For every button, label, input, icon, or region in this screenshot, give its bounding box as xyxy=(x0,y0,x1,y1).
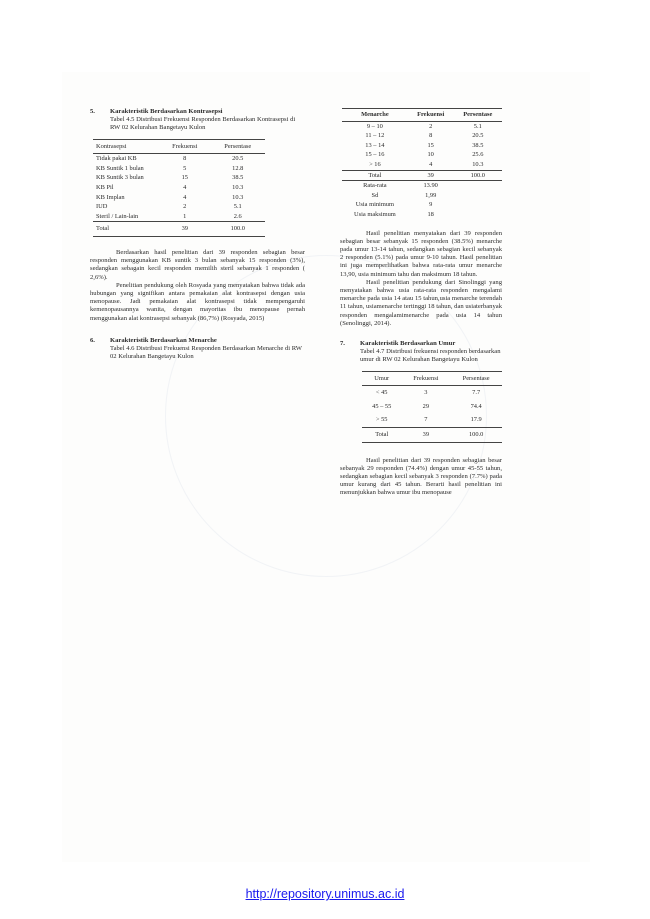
right-column xyxy=(340,108,502,498)
table-row: KB Suntik 3 bulan 15 38.5 xyxy=(96,174,244,182)
age-table xyxy=(362,371,502,443)
table-total-row: Total 39 100.0 xyxy=(93,222,265,237)
table-total-row: Total 39 100.0 xyxy=(362,427,502,442)
table-row: IUD 2 5.1 xyxy=(96,203,242,211)
table-header-row: Umur Frekuensi Persentase xyxy=(362,371,502,386)
table-row: 9 – 10 2 5.1 xyxy=(366,122,482,130)
table-row: 15 – 16 10 25.6 xyxy=(365,151,484,159)
section-6-heading: 6. Karakteristik Berdasarkan Menarche xyxy=(90,336,217,344)
table-header-row: Menarche Frekuensi Persentase xyxy=(342,109,502,122)
footer xyxy=(0,887,650,901)
stats-row: Rata-rata 13.90 xyxy=(363,182,438,190)
paragraph: Hasil penelitian pendukung dari Sinolinggi yang menyatakan bahwa usia rata-rata responden mengalami menarche pada usia 14 atau 15 tahun,usia menarche terendah 11 tahun, usiamenarche tertinggi 18 tahun, dan usiaterbanyak responden mengalamimenarche pada usia 14 tahun (Senolinggi, 2014). xyxy=(340,278,502,327)
table-row: > 16 4 10.3 xyxy=(369,160,484,168)
section-5-heading: 5. Karakteristik Berdasarkan Kontrasepsi xyxy=(90,108,223,115)
table-row: KB Pil 4 10.3 xyxy=(96,183,244,191)
section-7-heading: 7. Karakteristik Berdasarkan Umur xyxy=(340,339,456,347)
table-row: KB Suntik 1 bulan 5 12.8 xyxy=(96,164,244,172)
table-row: 13 – 14 15 38.5 xyxy=(365,141,484,149)
paragraph: Hasil penelitian dari 39 responden sebagian besar sebanyak 29 responden (74.4%) dengan umur 45-55 tahun, sedangkan sebagian kecil sebanyak 3 responden (7.7%) pada umur kurang dari 45 tahun. Berarti hasil penelitian ini menunjukkan bahwa umur ibu menopause xyxy=(340,456,502,497)
table-row: Steril / Lain-lain 1 2.6 xyxy=(96,212,242,220)
menarche-table xyxy=(342,108,502,220)
table-4-5-caption: Tabel 4.5 Distribusi Frekuensi Responden Berdasarkan Kontrasepsi di RW 02 Kelurahan Bangetayu Kulon xyxy=(110,116,296,132)
stats-row: Usia maksimum 18 xyxy=(354,210,434,218)
paragraph: Penelitian pendukung oleh Rosyada yang menyatakan bahwa tidak ada hubungan yang signifikan antara pemakaian alat kontrasepsi dengan usia menopause. Jadi pemakaian alat kontrasepsi tidak mempengaruhi kemenopausannya wanita, dengan mayoritas ibu menopause pernah menggunakan alat kontrasepsi sebanyak (86,7%) (Rosyada, 2015) xyxy=(90,281,305,322)
table-total-row: Total 39 100.0 xyxy=(342,170,502,181)
stats-row: Sd 1,99 xyxy=(371,191,437,199)
table-row: > 55 7 17.9 xyxy=(375,416,482,424)
table-row: 45 – 55 29 74.4 xyxy=(372,402,482,410)
table-row: 11 – 12 8 20.5 xyxy=(365,132,484,140)
table-row: KB Implan 4 10.3 xyxy=(96,193,244,201)
table-header-row: Kontrasepsi Frekuensi Persentase xyxy=(93,139,265,154)
repository-link[interactable]: http://repository.unimus.ac.id xyxy=(245,887,405,901)
contraception-table xyxy=(93,139,265,237)
table-4-7-caption: Tabel 4.7 Distribusi frekuensi responden berdasarkan umur di RW 02 Kelurahan Bangetayu Kulon xyxy=(360,348,501,364)
table-4-6-caption: Tabel 4.6 Distribusi Frekuensi Responden Berdasarkan Menarche di RW 02 Kelurahan Bangetayu Kulon xyxy=(110,344,302,361)
paragraph: Berdasarkan hasil penelitian dari 39 responden sebagian besar responden menggunakan KB suntik 3 bulan sebanyak 15 responden (3%), sedangkan sebagain kecil responden memilih steril sebanyak 1 responden ( 2,6%). xyxy=(90,248,305,281)
table-row: Tidak pakai KB 8 20.5 xyxy=(96,155,244,163)
stats-row: Usia minimum 9 xyxy=(355,201,433,209)
table-row: < 45 3 7.7 xyxy=(375,389,481,397)
paragraph: Hasil penelitian menyatakan dari 39 responden sebagian besar sebanyak 15 responden (38.5%) menarche pada umur 13-14 tahun, sedangkan sebagian kecil sebanyak 2 responden (5.1%) pada umur 9-10 tahun. Hasil penelitian ini juga memperlihatkan bahwa rata-rata umur menarche 13,90, usia minimum tahu dan maksimum 18 tahun. xyxy=(340,229,502,278)
left-column xyxy=(90,108,305,361)
